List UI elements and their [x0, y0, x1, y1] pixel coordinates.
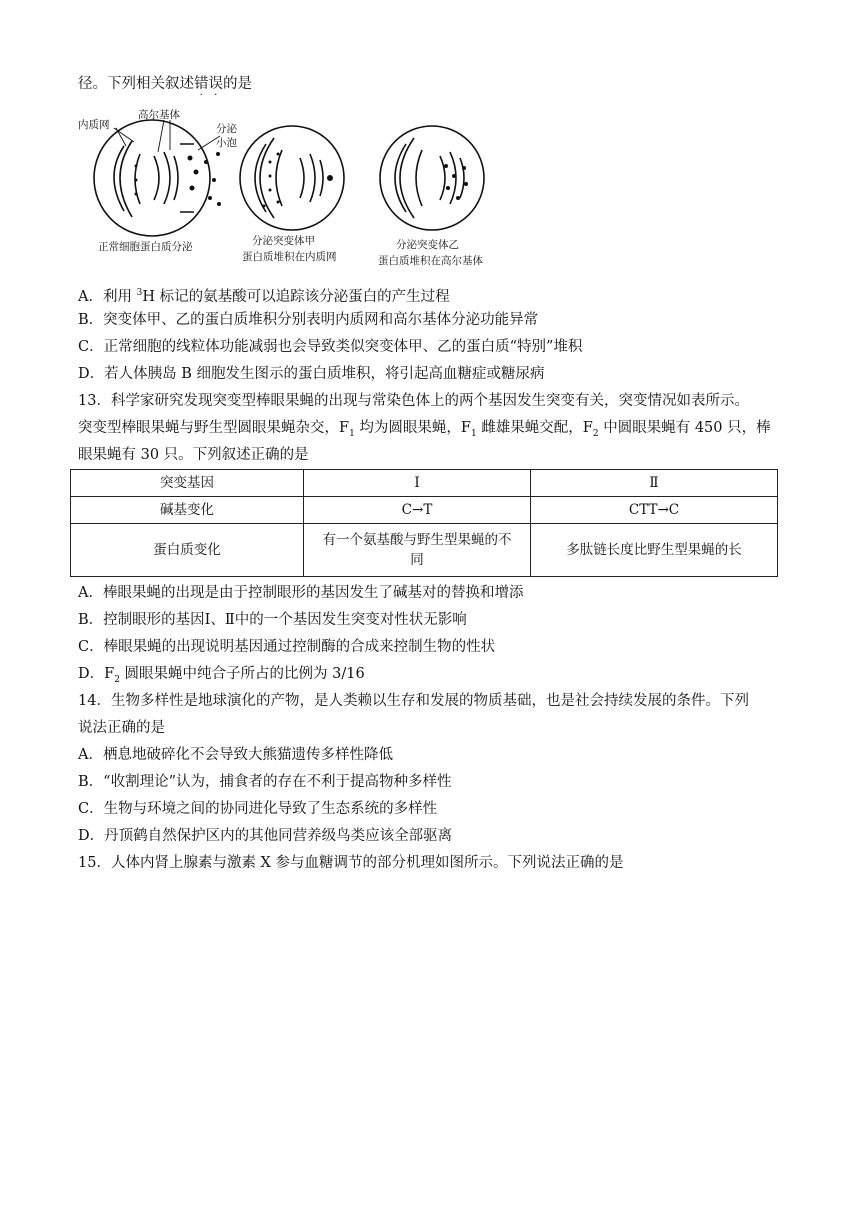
table-cell: C→T: [304, 497, 531, 524]
normal-golgi-stack: [154, 152, 178, 204]
stem-text: 径。下列相关叙述: [78, 76, 194, 92]
normal-cell-caption: 正常细胞蛋白质分泌: [98, 241, 193, 253]
table-cell: [304, 524, 531, 577]
table-cell: 碱基变化: [71, 497, 304, 524]
emphasis-dot: ·: [199, 90, 203, 101]
q14-option-b: B．“收割理论”认为，捕食者的存在不利于提高物种多样性: [78, 774, 452, 790]
cell-text: 同: [410, 552, 424, 568]
q12-option-c: C．正常细胞的线粒体功能减弱也会导致类似突变体甲、乙的蛋白质“特别”堆积: [78, 339, 583, 355]
q14-option-d: D．丹顶鹤自然保护区内的其他同营养级鸟类应该全部驱离: [78, 828, 453, 844]
normal-cell-outline: [94, 120, 210, 236]
mutant-a-er-membrane: [255, 138, 282, 218]
question-12-stem-tail: [78, 74, 252, 101]
table-row: [71, 524, 778, 577]
table-cell: 蛋白质变化: [71, 524, 304, 577]
mutation-table: [70, 469, 778, 577]
q14-stem-line-1: 14．生物多样性是地球演化的产物，是人类赖以生存和发展的物质基础，也是社会持续发展的条件。下列: [78, 693, 749, 709]
er-label: 内质网: [78, 119, 110, 131]
q13-option-d: D．$F_2$ 圆眼果蝇中纯合子所占的比例为 3/16: [78, 666, 365, 685]
q13-option-a: A．棒眼果蝇的出现是由于控制眼形的基因发生了碱基对的替换和增添: [78, 585, 524, 601]
table-row: [71, 470, 778, 497]
table-cell: 突变基因: [71, 470, 304, 497]
table-cell: CTT→C: [531, 497, 778, 524]
table-row: [71, 497, 778, 524]
q12-option-d: D．若人体胰岛 B 细胞发生图示的蛋白质堆积，将引起高血糖症或糖尿病: [78, 366, 545, 382]
mutant-b-caption: 分泌突变体乙: [396, 239, 459, 251]
mutant-b-golgi-stack: [440, 152, 464, 204]
q12-option-a: A．利用 $^3$H 标记的氨基酸可以追踪该分泌蛋白的产生过程: [78, 288, 450, 305]
stem-text: 的是: [223, 76, 252, 92]
emphasized-char: 误 ·: [208, 76, 223, 101]
q14-option-c: C．生物与环境之间的协同进化导致了生态系统的多样性: [78, 801, 438, 817]
mutant-a-golgi-stack: [300, 154, 323, 202]
mutant-a-caption: 分泌突变体甲: [252, 235, 315, 247]
table-cell: 多肽链长度比野生型果蝇的长: [531, 524, 778, 577]
cell-secretion-figure: [74, 106, 494, 271]
vesicle-label: 分泌: [216, 123, 237, 135]
q13-stem-line-3: 眼果蝇有 30 只。下列叙述正确的是: [78, 447, 309, 463]
q14-option-a: A．栖息地破碎化不会导致大熊猫遗传多样性降低: [78, 747, 393, 763]
mutant-a-caption: 蛋白质堆积在内质网: [242, 251, 337, 263]
table-cell: Ⅱ: [531, 470, 778, 497]
q13-option-c: C．棒眼果蝇的出现说明基因通过控制酶的合成来控制生物的性状: [78, 639, 496, 655]
q14-stem-line-2: 说法正确的是: [78, 720, 165, 736]
emphasized-char: 错 ·: [194, 76, 209, 101]
mutant-b-er-membrane: [395, 138, 422, 218]
q13-stem-line-2: 突变型棒眼果蝇与野生型圆眼果蝇杂交，$F_1$ 均为圆眼果蝇，$F_1$ 雌雄果蝇交配，$F_2$ 中圆眼果蝇有 450 只，棒: [78, 420, 771, 439]
cell-text: 有一个氨基酸与野生型果蝇的不: [322, 532, 512, 548]
q13-option-b: B．控制眼形的基因Ⅰ、Ⅱ中的一个基因发生突变对性状无影响: [78, 612, 467, 628]
table-cell: Ⅰ: [304, 470, 531, 497]
emphasis-dot: ·: [214, 90, 218, 101]
q15-stem-line-1: 15．人体内肾上腺素与激素 X 参与血糖调节的部分机理如图所示。下列说法正确的是: [78, 855, 624, 871]
q13-stem-line-1: 13．科学家研究发现突变型棒眼果蝇的出现与常染色体上的两个基因发生突变有关，突变情况如表所示。: [78, 393, 749, 409]
golgi-label: 高尔基体: [138, 109, 180, 121]
mutant-b-caption: 蛋白质堆积在高尔基体: [378, 255, 483, 267]
q12-option-b: B．突变体甲、乙的蛋白质堆积分别表明内质网和高尔基体分泌功能异常: [78, 312, 539, 328]
vesicle-label: 小泡: [216, 137, 237, 149]
